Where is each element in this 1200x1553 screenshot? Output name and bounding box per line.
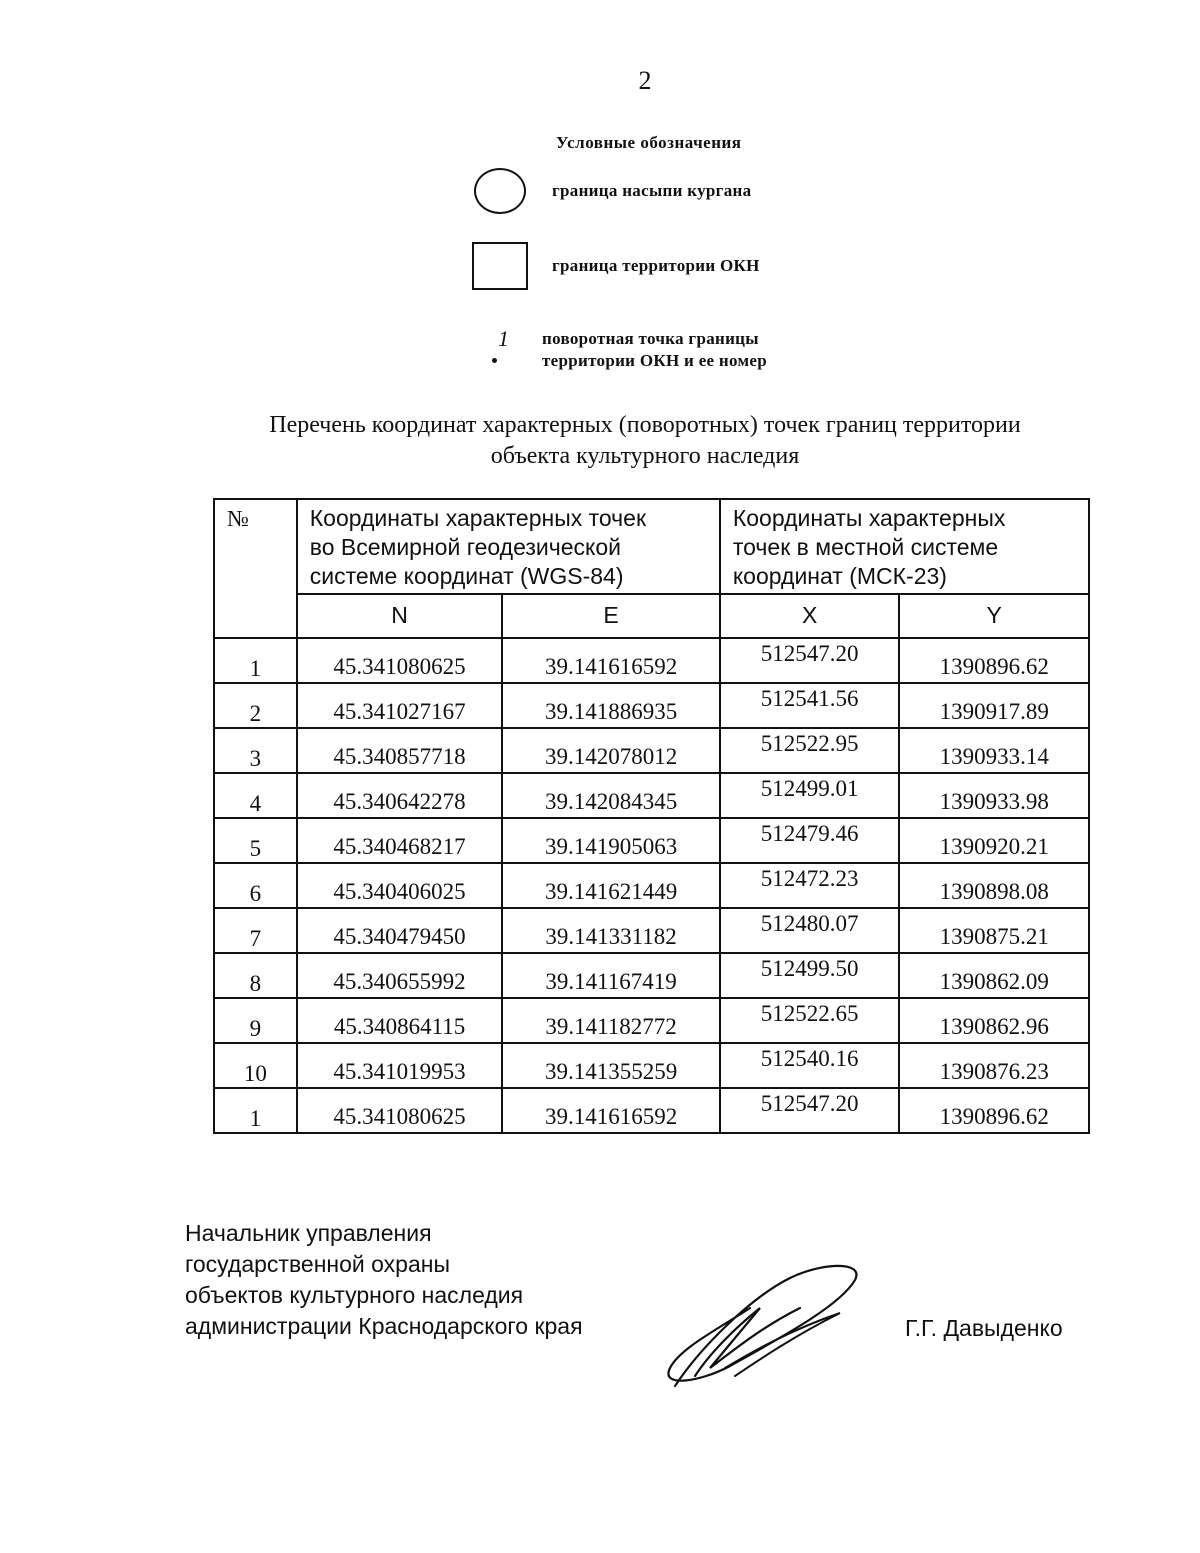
table-row (214, 908, 1089, 953)
cell-x: 512522.95 (720, 728, 900, 773)
cell-e: 39.142078012 (502, 728, 720, 773)
table-row (214, 953, 1089, 998)
cell-n: 45.340857718 (297, 728, 503, 773)
cell-n: 45.341080625 (297, 1088, 503, 1133)
cell-y: 1390862.96 (899, 998, 1089, 1043)
cell-n: 45.341080625 (297, 638, 503, 683)
table-heading (140, 410, 1150, 472)
cell-x: 512547.20 (720, 1088, 900, 1133)
table-row (214, 728, 1089, 773)
cell-y: 1390933.98 (899, 773, 1089, 818)
signer-name: Г.Г. Давыденко (905, 1315, 1063, 1341)
cell-y: 1390917.89 (899, 683, 1089, 728)
cell-e: 39.141355259 (502, 1043, 720, 1088)
cell-y: 1390898.08 (899, 863, 1089, 908)
table-row (214, 998, 1089, 1043)
circle-icon (470, 168, 530, 214)
cell-n: 45.340406025 (297, 863, 503, 908)
cell-e: 39.141616592 (502, 638, 720, 683)
legend-label-line: территории ОКН и ее номер (542, 351, 767, 370)
table-row (214, 1088, 1089, 1133)
turning-point-number: 1 (498, 326, 509, 351)
cell-n: 45.340642278 (297, 773, 503, 818)
coordinates-table (213, 498, 1090, 1134)
cell-number: 7 (214, 908, 297, 953)
cell-n: 45.341019953 (297, 1043, 503, 1088)
cell-x: 512499.01 (720, 773, 900, 818)
cell-number: 2 (214, 683, 297, 728)
legend-title: Условные обозначения (556, 133, 742, 152)
signer-title-line: администрации Краснодарского края (185, 1313, 583, 1339)
cell-e: 39.141886935 (502, 683, 720, 728)
signer-title-line: объектов культурного наследия (185, 1282, 524, 1308)
cell-y: 1390875.21 (899, 908, 1089, 953)
table-row (214, 638, 1089, 683)
cell-x: 512541.56 (720, 683, 900, 728)
cell-number: 1 (214, 638, 297, 683)
cell-number: 1 (214, 1088, 297, 1133)
signer-title-line: государственной охраны (185, 1251, 450, 1277)
heading-line: объекта культурного наследия (490, 443, 800, 469)
cell-y: 1390920.21 (899, 818, 1089, 863)
cell-e: 39.141167419 (502, 953, 720, 998)
table-row (214, 683, 1089, 728)
cell-e: 39.141905063 (502, 818, 720, 863)
header-line: во Всемирной геодезической (309, 534, 622, 560)
cell-x: 512479.46 (720, 818, 900, 863)
cell-y: 1390862.09 (899, 953, 1089, 998)
cell-n: 45.340468217 (297, 818, 503, 863)
page-number: 2 (638, 66, 652, 95)
cell-number: 6 (214, 863, 297, 908)
legend-label: граница насыпи кургана (552, 181, 752, 200)
header-e: E (502, 594, 720, 638)
table-row (214, 818, 1089, 863)
legend-item-turning-point (470, 328, 767, 372)
header-line: Координаты характерных точек (309, 505, 647, 531)
header-line: Координаты характерных (732, 505, 1006, 531)
legend-label (542, 328, 767, 372)
cell-e: 39.141621449 (502, 863, 720, 908)
cell-n: 45.340864115 (297, 998, 503, 1043)
header-x: X (720, 594, 900, 638)
signer-title-line: Начальник управления (185, 1220, 432, 1246)
cell-y: 1390896.62 (899, 1088, 1089, 1133)
heading-line: Перечень координат характерных (поворотных) точек границ территории (269, 412, 1021, 438)
header-y: Y (899, 594, 1089, 638)
cell-number: 4 (214, 773, 297, 818)
legend-item-territory-boundary (470, 242, 760, 290)
turning-point-icon (470, 326, 530, 370)
header-number: № (214, 499, 297, 638)
cell-number: 9 (214, 998, 297, 1043)
cell-y: 1390933.14 (899, 728, 1089, 773)
cell-n: 45.340479450 (297, 908, 503, 953)
cell-number: 5 (214, 818, 297, 863)
signature-block (185, 1218, 583, 1342)
legend-item-mound-boundary (470, 168, 751, 214)
cell-x: 512540.16 (720, 1043, 900, 1088)
header-line: системе координат (WGS-84) (309, 563, 624, 589)
cell-n: 45.340655992 (297, 953, 503, 998)
cell-y: 1390896.62 (899, 638, 1089, 683)
table-row (214, 863, 1089, 908)
header-line: точек в местной системе (732, 534, 999, 560)
coordinates-table-body (214, 638, 1089, 1133)
cell-number: 10 (214, 1043, 297, 1088)
header-n: N (297, 594, 503, 638)
cell-e: 39.141182772 (502, 998, 720, 1043)
handwritten-signature (640, 1258, 880, 1388)
cell-number: 3 (214, 728, 297, 773)
cell-y: 1390876.23 (899, 1043, 1089, 1088)
cell-x: 512499.50 (720, 953, 900, 998)
table-row (214, 1043, 1089, 1088)
cell-number: 8 (214, 953, 297, 998)
table-row (214, 773, 1089, 818)
cell-e: 39.141616592 (502, 1088, 720, 1133)
cell-e: 39.141331182 (502, 908, 720, 953)
header-msk-group (720, 499, 1089, 594)
header-line: координат (МСК-23) (732, 563, 947, 589)
cell-e: 39.142084345 (502, 773, 720, 818)
cell-x: 512472.23 (720, 863, 900, 908)
cell-x: 512522.65 (720, 998, 900, 1043)
cell-x: 512547.20 (720, 638, 900, 683)
cell-n: 45.341027167 (297, 683, 503, 728)
header-wgs-group (297, 499, 720, 594)
cell-x: 512480.07 (720, 908, 900, 953)
legend-label-line: поворотная точка границы (542, 329, 759, 348)
legend-label: граница территории ОКН (552, 256, 760, 275)
square-icon (470, 242, 530, 290)
